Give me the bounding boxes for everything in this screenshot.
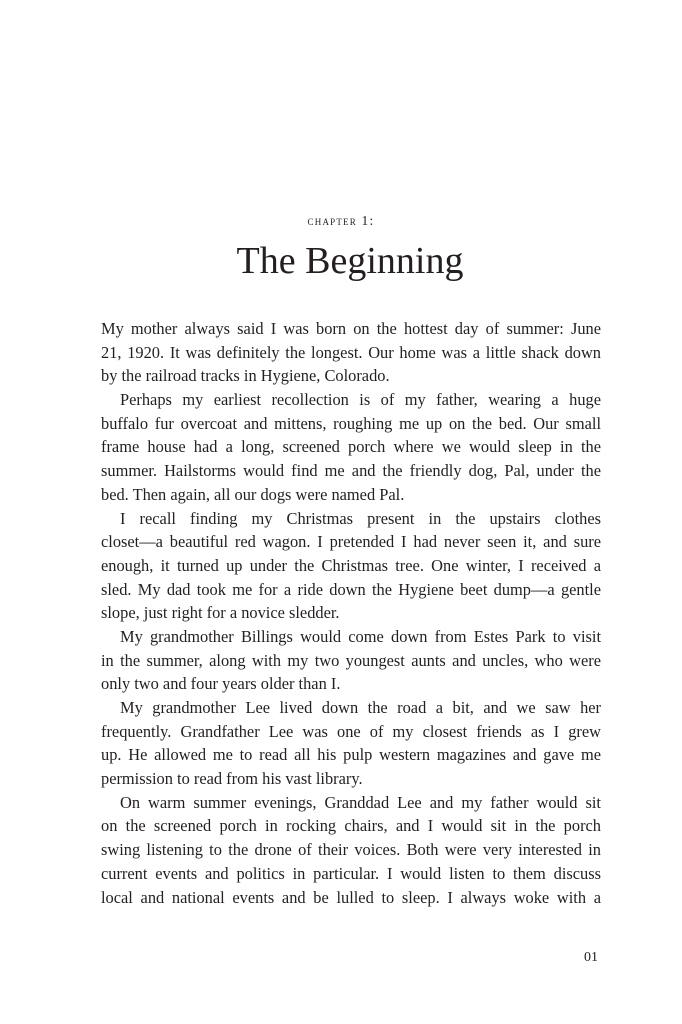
text-line: summer. Hailstorms would find me and the friendly dog, Pal, under the: [101, 461, 601, 481]
body-text: [101, 317, 601, 909]
text-line: only two and four years older than I.: [101, 674, 341, 694]
text-line: My mother always said I was born on the hottest day of summer: June: [101, 319, 601, 338]
text-line: I recall finding my Christmas present in the upstairs clothes: [120, 508, 601, 528]
text-line: frequently. Grandfather Lee was one of my closest friends as I grew: [101, 721, 601, 741]
text-line: in the summer, along with my two youngest aunts and uncles, who were: [101, 650, 601, 670]
text-line: by the railroad tracks in Hygiene, Colorado.: [101, 366, 390, 386]
text-line: bed. Then again, all our dogs were named Pal.: [101, 484, 405, 504]
paragraph-6: [101, 791, 601, 909]
paragraph-4: [101, 625, 601, 696]
text-line: My grandmother Billings would come down from Estes Park to visit: [120, 626, 601, 646]
text-line: closet—a beautiful red wagon. I pretended I had never seen it, and sure: [101, 532, 601, 552]
text-line: Perhaps my earliest recollection is of my father, wearing a huge: [120, 390, 601, 410]
text-line: up. He allowed me to read all his pulp western magazines and gave me: [101, 745, 601, 765]
paragraph-3: [101, 507, 601, 625]
paragraph-1: [101, 317, 601, 388]
chapter-title: The Beginning: [236, 240, 464, 282]
text-line: local and national events and be lulled to sleep. I always woke with a: [101, 887, 601, 907]
text-line: buffalo fur overcoat and mittens, roughing me up on the bed. Our small: [101, 413, 601, 433]
text-line: 21, 1920. It was definitely the longest. Our home was a little shack down: [101, 342, 601, 362]
text-line: current events and politics in particular. I would listen to them discuss: [101, 863, 601, 883]
text-line: sled. My dad took me for a ride down the Hygiene beet dump—a gentle: [101, 579, 601, 599]
page-number: 01: [584, 950, 598, 965]
text-line: My grandmother Lee lived down the road a bit, and we saw her: [120, 698, 601, 717]
text-line: swing listening to the drone of their voices. Both were very interested in: [101, 840, 601, 860]
paragraph-2: [101, 388, 601, 506]
text-line: slope, just right for a novice sledder.: [101, 603, 340, 623]
text-line: frame house had a long, screened porch where we would sleep in the: [101, 437, 601, 457]
text-line: On warm summer evenings, Granddad Lee and my father would sit: [120, 792, 601, 812]
chapter-label: chapter 1:: [307, 213, 375, 228]
text-line: on the screened porch in rocking chairs, and I would sit in the porch: [101, 816, 601, 836]
text-line: permission to read from his vast library.: [101, 769, 363, 789]
text-line: enough, it turned up under the Christmas tree. One winter, I received a: [101, 555, 601, 575]
paragraph-5: [101, 696, 601, 791]
